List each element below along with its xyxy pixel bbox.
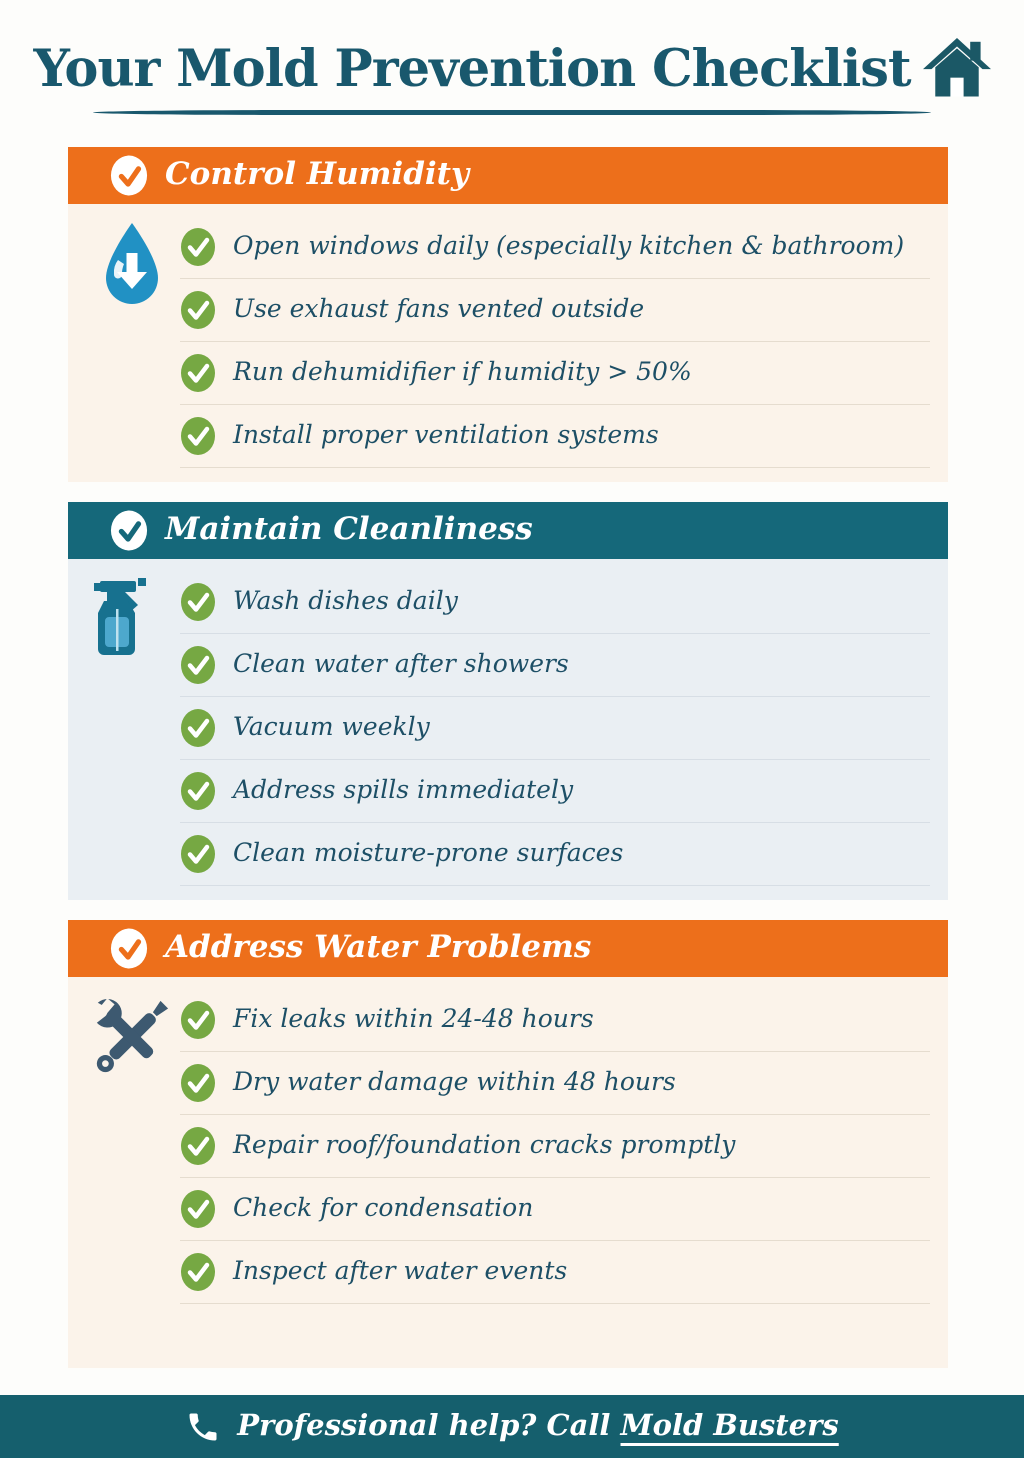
page-title: Your Mold Prevention Checklist [33,38,911,99]
check-circle-icon [180,1063,216,1103]
tools-icon [94,993,170,1081]
water-drop-icon [94,220,170,308]
checklist-item-label: Fix leaks within 24-48 hours [233,1003,594,1033]
checklist-item [180,571,930,634]
checklist-item [180,279,930,342]
check-circle-icon [180,645,216,685]
checklist [180,216,930,468]
check-circle-icon [110,927,148,970]
checklist-item [180,405,930,468]
house-icon [923,38,991,100]
checklist-item [180,1178,930,1241]
section-control-humidity [68,147,948,482]
phone-icon [185,1409,221,1445]
brand-name: Mold Busters [620,1407,839,1442]
title-underline [93,110,931,115]
section-title: Control Humidity [165,155,469,192]
spray-bottle-icon [94,575,170,663]
check-circle-icon [180,290,216,330]
checklist-item-label: Repair roof/foundation cracks promptly [233,1129,736,1159]
check-circle-icon [180,416,216,456]
checklist-item [180,989,930,1052]
checklist-item [180,823,930,886]
checklist-item-label: Address spills immediately [233,774,574,804]
check-circle-icon [180,1126,216,1166]
checklist [180,571,930,886]
section-address-water-problems [68,920,948,1368]
section-header [68,502,948,559]
checklist [180,989,930,1304]
sections [0,147,1024,1368]
check-circle-icon [180,353,216,393]
check-circle-icon [180,1000,216,1040]
checklist-item [180,1241,930,1304]
title-block [0,0,1024,115]
checklist-item [180,1052,930,1115]
checklist-item-label: Vacuum weekly [233,711,430,741]
check-circle-icon [180,1252,216,1292]
section-title: Maintain Cleanliness [165,510,533,547]
section-title: Address Water Problems [165,928,592,965]
checklist-item-label: Use exhaust fans vented outside [233,293,645,323]
checklist-item-label: Clean water after showers [233,648,569,678]
check-circle-icon [110,509,148,552]
checklist-item-label: Dry water damage within 48 hours [233,1066,676,1096]
check-circle-icon [180,771,216,811]
section-maintain-cleanliness [68,502,948,900]
checklist-item-label: Open windows daily (especially kitchen & bathroom) [233,230,905,260]
section-header [68,147,948,204]
section-body [68,977,948,1368]
checklist-item [180,697,930,760]
checklist-item-label: Clean moisture-prone surfaces [233,837,624,867]
check-circle-icon [110,154,148,197]
section-body [68,559,948,900]
check-circle-icon [180,1189,216,1229]
footer-bar [0,1395,1024,1458]
footer-text [237,1408,839,1446]
checklist-item-label: Check for condensation [233,1192,534,1222]
checklist-item [180,634,930,697]
checklist-item [180,760,930,823]
checklist-item-label: Inspect after water events [233,1255,568,1285]
section-body [68,204,948,482]
checklist-item-label: Run dehumidifier if humidity > 50% [233,356,692,386]
checklist-item-label: Install proper ventilation systems [233,419,659,449]
checklist-item [180,216,930,279]
check-circle-icon [180,834,216,874]
checklist-item [180,342,930,405]
checklist-item [180,1115,930,1178]
check-circle-icon [180,582,216,622]
check-circle-icon [180,708,216,748]
check-circle-icon [180,227,216,267]
section-header [68,920,948,977]
footer-prefix: Professional help? Call [237,1407,611,1442]
checklist-item-label: Wash dishes daily [233,585,458,615]
